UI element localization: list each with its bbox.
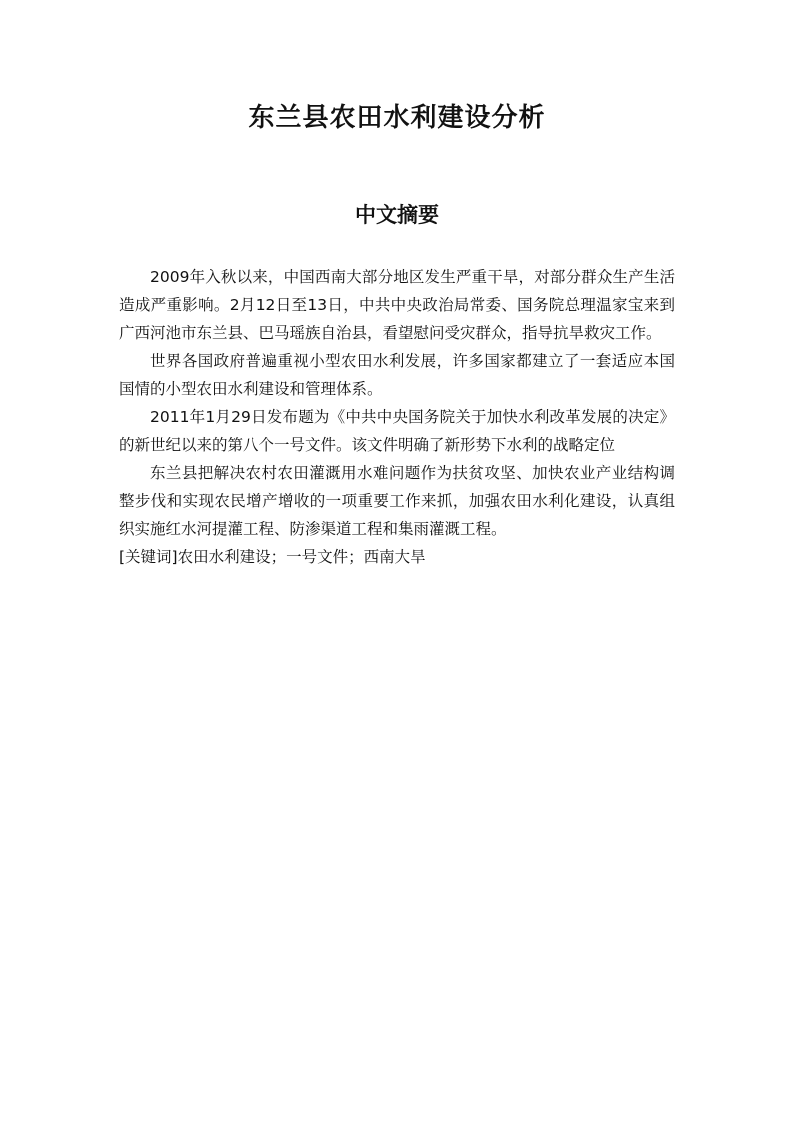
abstract-paragraph: 2009年入秋以来，中国西南大部分地区发生严重干旱，对部分群众生产生活造成严重影响。2月12日至13日，中共中央政治局常委、国务院总理温家宝来到广西河池市东兰县、巴马瑶族自治县，看望慰问受灾群众，指导抗旱救灾工作。 bbox=[119, 268, 675, 342]
abstract-heading: 中文摘要 bbox=[355, 203, 439, 227]
abstract-body bbox=[119, 263, 675, 571]
abstract-paragraph: 2011年1月29日发布题为《中共中央国务院关于加快水利改革发展的决定》的新世纪以来的第八个一号文件。该文件明确了新形势下水利的战略定位 bbox=[119, 408, 675, 454]
abstract-paragraph: 东兰县把解决农村农田灌溉用水难问题作为扶贫攻坚、加快农业产业结构调整步伐和实现农民增产增收的一项重要工作来抓，加强农田水利化建设，认真组织实施红水河提灌工程、防渗渠道工程和集雨灌溉工程。 bbox=[119, 464, 675, 538]
keywords-label: [关键词] bbox=[119, 548, 178, 566]
document-title: 东兰县农田水利建设分析 bbox=[248, 103, 546, 133]
keywords-text: 农田水利建设；一号文件；西南大旱 bbox=[177, 548, 426, 566]
abstract-paragraph: 世界各国政府普遍重视小型农田水利发展，许多国家都建立了一套适应本国国情的小型农田水利建设和管理体系。 bbox=[119, 352, 675, 398]
keywords-line bbox=[119, 543, 675, 571]
